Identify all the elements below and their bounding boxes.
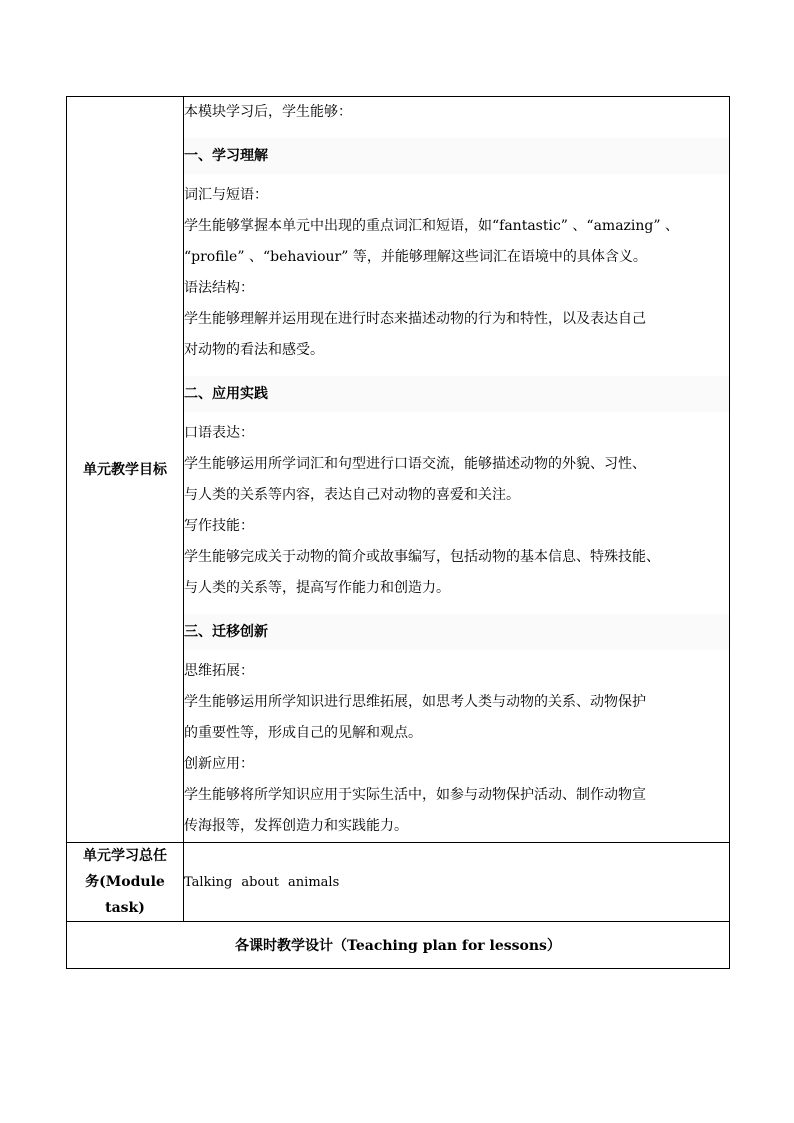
section-line: 思维拓展：: [184, 663, 254, 679]
section-line: 的重要性等，形成自己的见解和观点。: [184, 725, 422, 741]
lesson-plan-heading: 各课时教学设计（Teaching plan for lessons）: [67, 922, 730, 969]
teaching-plan-table: [66, 96, 730, 969]
task-label-line: 务(Module: [85, 874, 165, 890]
section-line: 学生能够完成关于动物的简介或故事编写，包括动物的基本信息、特殊技能、: [184, 549, 660, 565]
objectives-content: [184, 97, 730, 843]
task-value: Talking about animals: [184, 843, 730, 922]
footer-row: [67, 922, 730, 969]
task-label-line: task): [105, 900, 145, 916]
section-line: 与人类的关系等内容，表达自己对动物的喜爱和关注。: [184, 487, 520, 503]
section-line: 写作技能：: [184, 518, 254, 534]
section-heading: 三、迁移创新: [184, 614, 729, 650]
section-line: 传海报等，发挥创造力和实践能力。: [184, 818, 408, 834]
section-line: 语法结构：: [184, 280, 254, 296]
section-line: 口语表达：: [184, 425, 254, 441]
task-label-line: 单元学习总任: [83, 848, 167, 864]
task-row: [67, 843, 730, 922]
section-heading: 二、应用实践: [184, 376, 729, 412]
section-heading: 一、学习理解: [184, 138, 729, 174]
section-line: 学生能够运用所学词汇和句型进行口语交流，能够描述动物的外貌、习性、: [184, 456, 646, 472]
objectives-label: 单元教学目标: [67, 97, 184, 843]
section-line: 学生能够理解并运用现在进行时态来描述动物的行为和特性，以及表达自己: [184, 311, 646, 327]
objectives-row: [67, 97, 730, 843]
section-line: 学生能够掌握本单元中出现的重点词汇和短语，如“fantastic” 、“amazing” 、: [184, 218, 679, 234]
section-line: 创新应用：: [184, 756, 254, 772]
section-line: 与人类的关系等，提高写作能力和创造力。: [184, 580, 450, 596]
section-line: 学生能够将所学知识应用于实际生活中，如参与动物保护活动、制作动物宣: [184, 787, 646, 803]
section-line: 词汇与短语：: [184, 187, 268, 203]
task-label: [67, 843, 184, 922]
section-line: “profile” 、“behaviour” 等，并能够理解这些词汇在语境中的具体含义。: [184, 249, 647, 265]
section-line: 对动物的看法和感受。: [184, 342, 324, 358]
section-line: 学生能够运用所学知识进行思维拓展，如思考人类与动物的关系、动物保护: [184, 694, 646, 710]
objectives-intro: 本模块学习后，学生能够：: [184, 104, 352, 120]
